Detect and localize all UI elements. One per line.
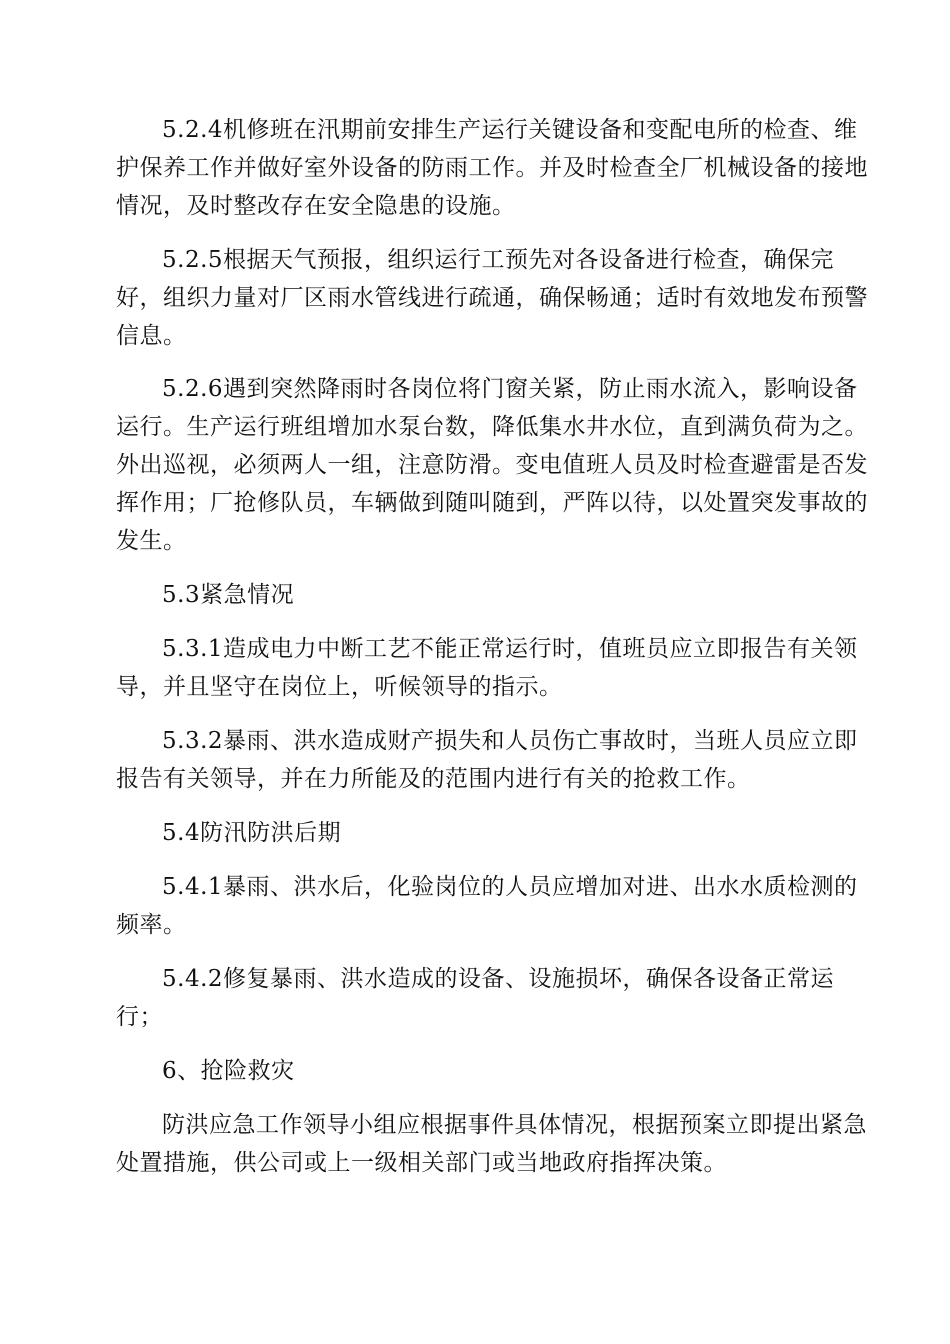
- paragraph-5-2-5-line-1: 5.2.5根据天气预报，组织运行工预先对各设备进行检查，确保完: [162, 247, 835, 273]
- paragraph-5-2-4-line-2: 护保养工作并做好室外设备的防雨工作。并及时检查全厂机械设备的接地: [116, 155, 868, 181]
- paragraph-5-2-6-line-4: 挥作用；厂抢修队员，车辆做到随叫随到，严阵以待，以处置突发事故的: [116, 490, 868, 516]
- paragraph-5-4-1-line-2: 频率。: [116, 912, 187, 938]
- paragraph-5-2-5-line-2: 好，组织力量对厂区雨水管线进行疏通，确保畅通；适时有效地发布预警: [116, 285, 868, 311]
- paragraph-5-2-4-line-3: 情况，及时整改存在安全隐患的设施。: [116, 193, 516, 219]
- paragraph-5-2-6-line-1: 5.2.6遇到突然降雨时各岗位将门窗关紧，防止雨水流入，影响设备: [162, 376, 858, 402]
- paragraph-5-2-4-line-1: 5.2.4机修班在汛期前安排生产运行关键设备和变配电所的检查、维: [162, 117, 858, 143]
- paragraph-5-3-2-line-1: 5.3.2暴雨、洪水造成财产损失和人员伤亡事故时，当班人员应立即: [162, 728, 858, 754]
- paragraph-5-3-2-line-2: 报告有关领导，并在力所能及的范围内进行有关的抢救工作。: [116, 766, 751, 792]
- paragraph-5-3-1-line-2: 导，并且坚守在岗位上，听候领导的指示。: [116, 674, 563, 700]
- paragraph-6-body-line-2: 处置措施，供公司或上一级相关部门或当地政府指挥决策。: [116, 1150, 727, 1176]
- paragraph-5-4-2-line-1: 5.4.2修复暴雨、洪水造成的设备、设施损坏，确保各设备正常运: [162, 966, 835, 992]
- section-heading-5-3: 5.3紧急情况: [162, 582, 295, 608]
- paragraph-5-4-2-line-2: 行；: [116, 1004, 163, 1030]
- paragraph-5-3-1-line-1: 5.3.1造成电力中断工艺不能正常运行时，值班员应立即报告有关领: [162, 636, 858, 662]
- paragraph-6-body-line-1: 防洪应急工作领导小组应根据事件具体情况，根据预案立即提出紧急: [162, 1112, 867, 1138]
- section-heading-5-4: 5.4防汛防洪后期: [162, 820, 342, 846]
- paragraph-5-2-6-line-2: 运行。生产运行班组增加水泵台数，降低集水井水位，直到满负荷为之。: [116, 414, 868, 440]
- paragraph-5-4-1-line-1: 5.4.1暴雨、洪水后，化验岗位的人员应增加对进、出水水质检测的: [162, 874, 858, 900]
- paragraph-5-2-6-line-5: 发生。: [116, 528, 187, 554]
- paragraph-5-2-5-line-3: 信息。: [116, 323, 187, 349]
- paragraph-5-2-6-line-3: 外出巡视，必须两人一组，注意防滑。变电值班人员及时检查避雷是否发: [116, 452, 868, 478]
- section-heading-6: 6、抢险救灾: [162, 1058, 295, 1084]
